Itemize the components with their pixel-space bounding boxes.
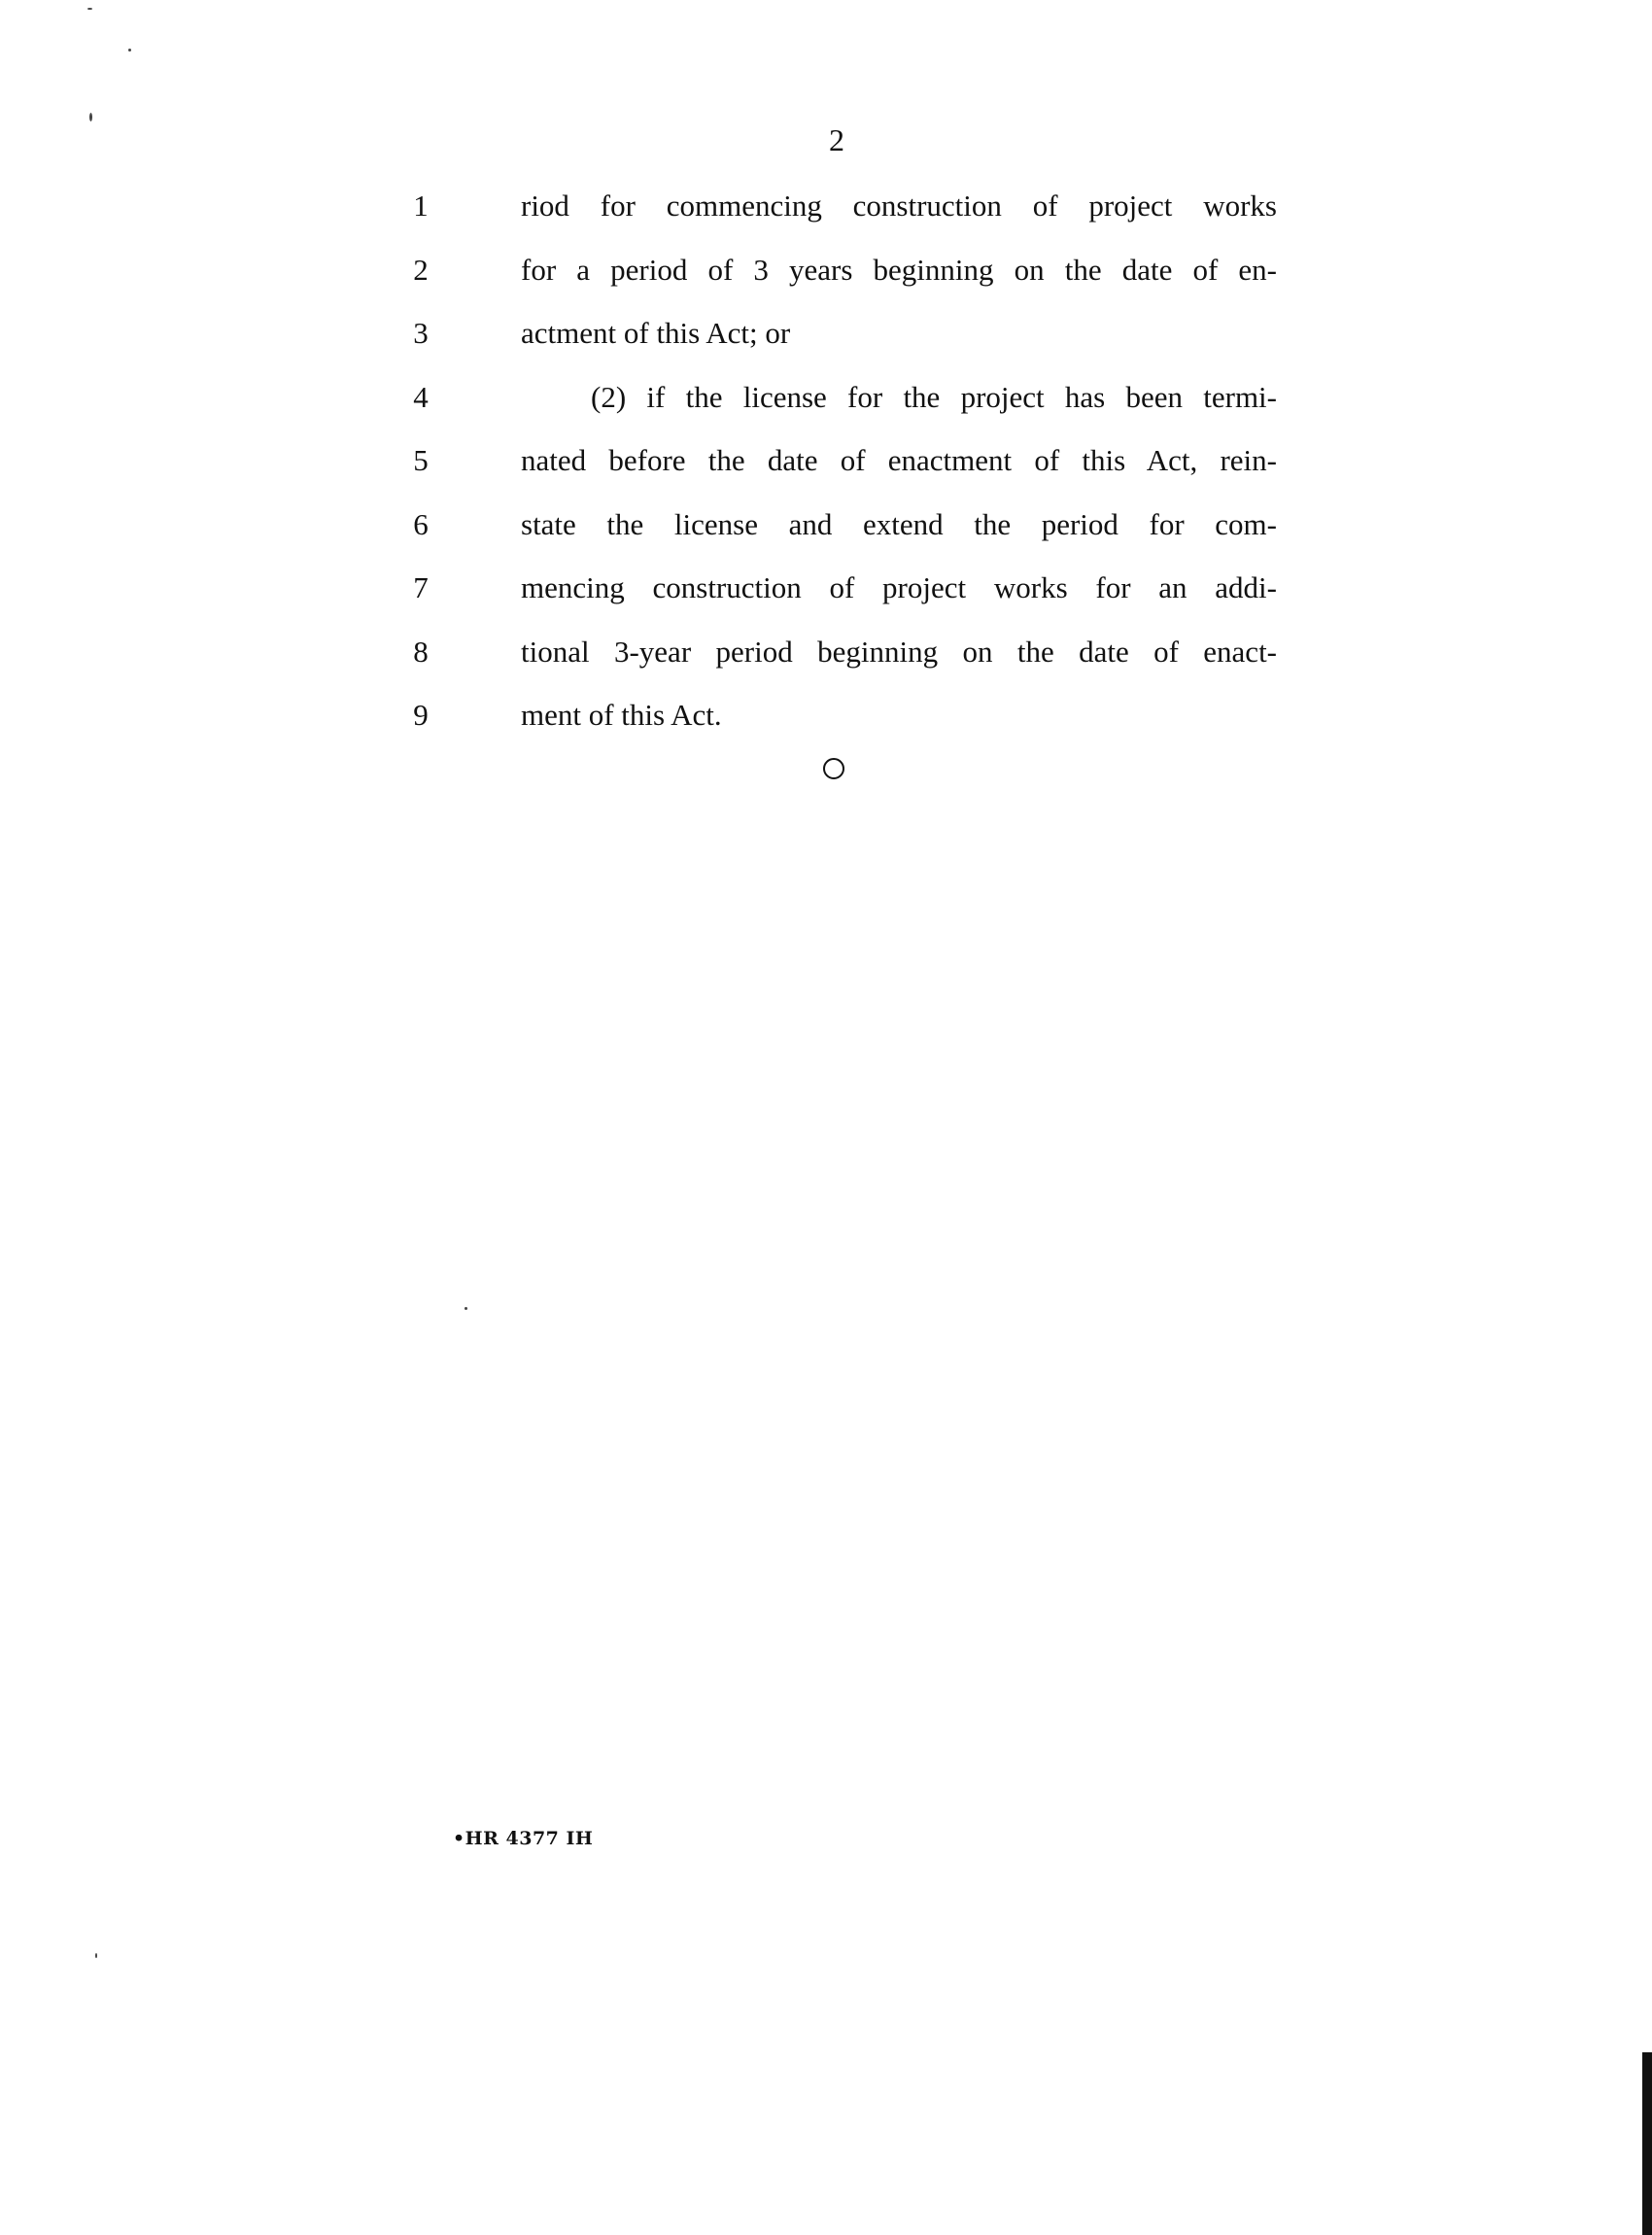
scan-edge-mark [1642, 2052, 1652, 2235]
numbered-line [0, 502, 1652, 567]
line-text: nated before the date of enactment of this Act, rein- [521, 443, 1277, 477]
line-text: state the license and extend the period for com- [521, 506, 1277, 541]
line-number: 3 [413, 316, 429, 350]
line-text: mencing construction of project works for an addi- [521, 570, 1277, 604]
numbered-line [0, 438, 1652, 502]
line-number: 5 [413, 443, 429, 477]
numbered-line [0, 184, 1652, 248]
line-text: riod for commencing construction of project works [521, 189, 1277, 223]
numbered-line [0, 630, 1652, 694]
line-number: 8 [413, 634, 429, 669]
line-number: 2 [413, 252, 429, 287]
numbered-line [0, 566, 1652, 630]
line-text: tional 3-year period beginning on the date of enact- [521, 634, 1277, 669]
numbered-line [0, 311, 1652, 375]
scan-speck [465, 1307, 467, 1310]
scan-speck [95, 1953, 97, 1958]
page-number: 2 [829, 122, 844, 157]
line-text: actment of this Act; or [521, 316, 791, 350]
line-number: 1 [413, 189, 429, 223]
scan-speck [87, 8, 92, 10]
numbered-line [0, 693, 1652, 757]
line-text: ment of this Act. [521, 698, 722, 732]
line-text: (2) if the license for the project has been termi- [591, 379, 1277, 414]
line-number: 9 [413, 698, 429, 732]
line-text: for a period of 3 years beginning on the date of en- [521, 252, 1277, 287]
scan-speck [89, 113, 92, 121]
end-of-document-mark [823, 758, 844, 779]
line-number: 4 [413, 379, 429, 414]
line-number: 6 [413, 506, 429, 541]
numbered-line [0, 375, 1652, 439]
bill-identifier: •HR 4377 IH [453, 1828, 594, 1849]
numbered-line [0, 248, 1652, 312]
line-number: 7 [413, 570, 429, 604]
scan-speck [128, 49, 131, 52]
